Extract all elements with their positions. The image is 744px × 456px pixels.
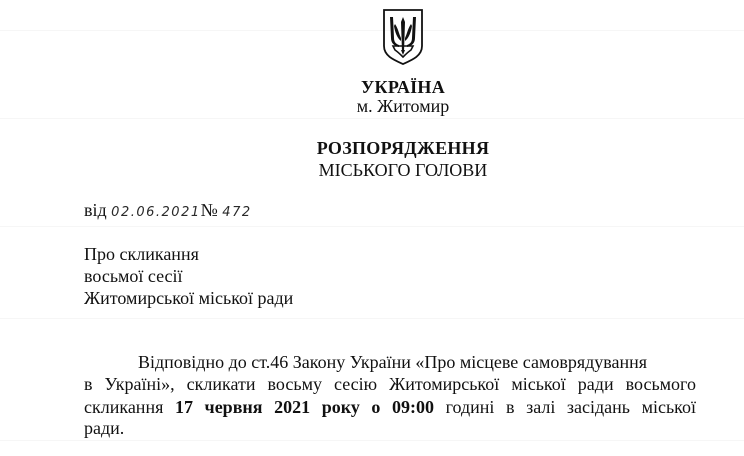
body-paragraph-line: ради. (84, 418, 125, 438)
document-issuer: МІСЬКОГО ГОЛОВИ (318, 160, 488, 180)
body-paragraph-line: в Україні», скликати восьму сесію Житомирської міської ради восьмого (84, 374, 696, 394)
body-paragraph-line: Відповідно до ст.46 Закону України «Про місцеве самоврядування (138, 352, 648, 372)
country-title: УКРАЇНА (360, 77, 446, 97)
date-number-line (84, 200, 252, 223)
subject-line: Про скликання (84, 244, 199, 264)
scan-artifact (0, 118, 744, 119)
body-text: скликання (84, 397, 164, 417)
trident-coat-of-arms-icon (382, 8, 424, 66)
number-sign: № (200, 200, 218, 220)
subject-line: восьмої сесії (84, 266, 183, 286)
date-prefix: від (84, 200, 107, 220)
scan-artifact (0, 440, 744, 441)
handwritten-number: 472 (222, 205, 252, 220)
body-paragraph-line (84, 397, 696, 417)
scan-artifact (0, 30, 744, 31)
body-text: годині в залі засідань міської (445, 397, 697, 417)
document-type-title: РОЗПОРЯДЖЕННЯ (316, 138, 490, 158)
scan-artifact (0, 318, 744, 319)
session-date-time: 17 червня 2021 року о 09:00 (174, 397, 434, 417)
subject-line: Житомирської міської ради (84, 288, 294, 308)
scan-artifact (0, 226, 744, 227)
handwritten-date: 02.06.2021 (111, 205, 201, 220)
city-name: м. Житомир (356, 96, 450, 116)
